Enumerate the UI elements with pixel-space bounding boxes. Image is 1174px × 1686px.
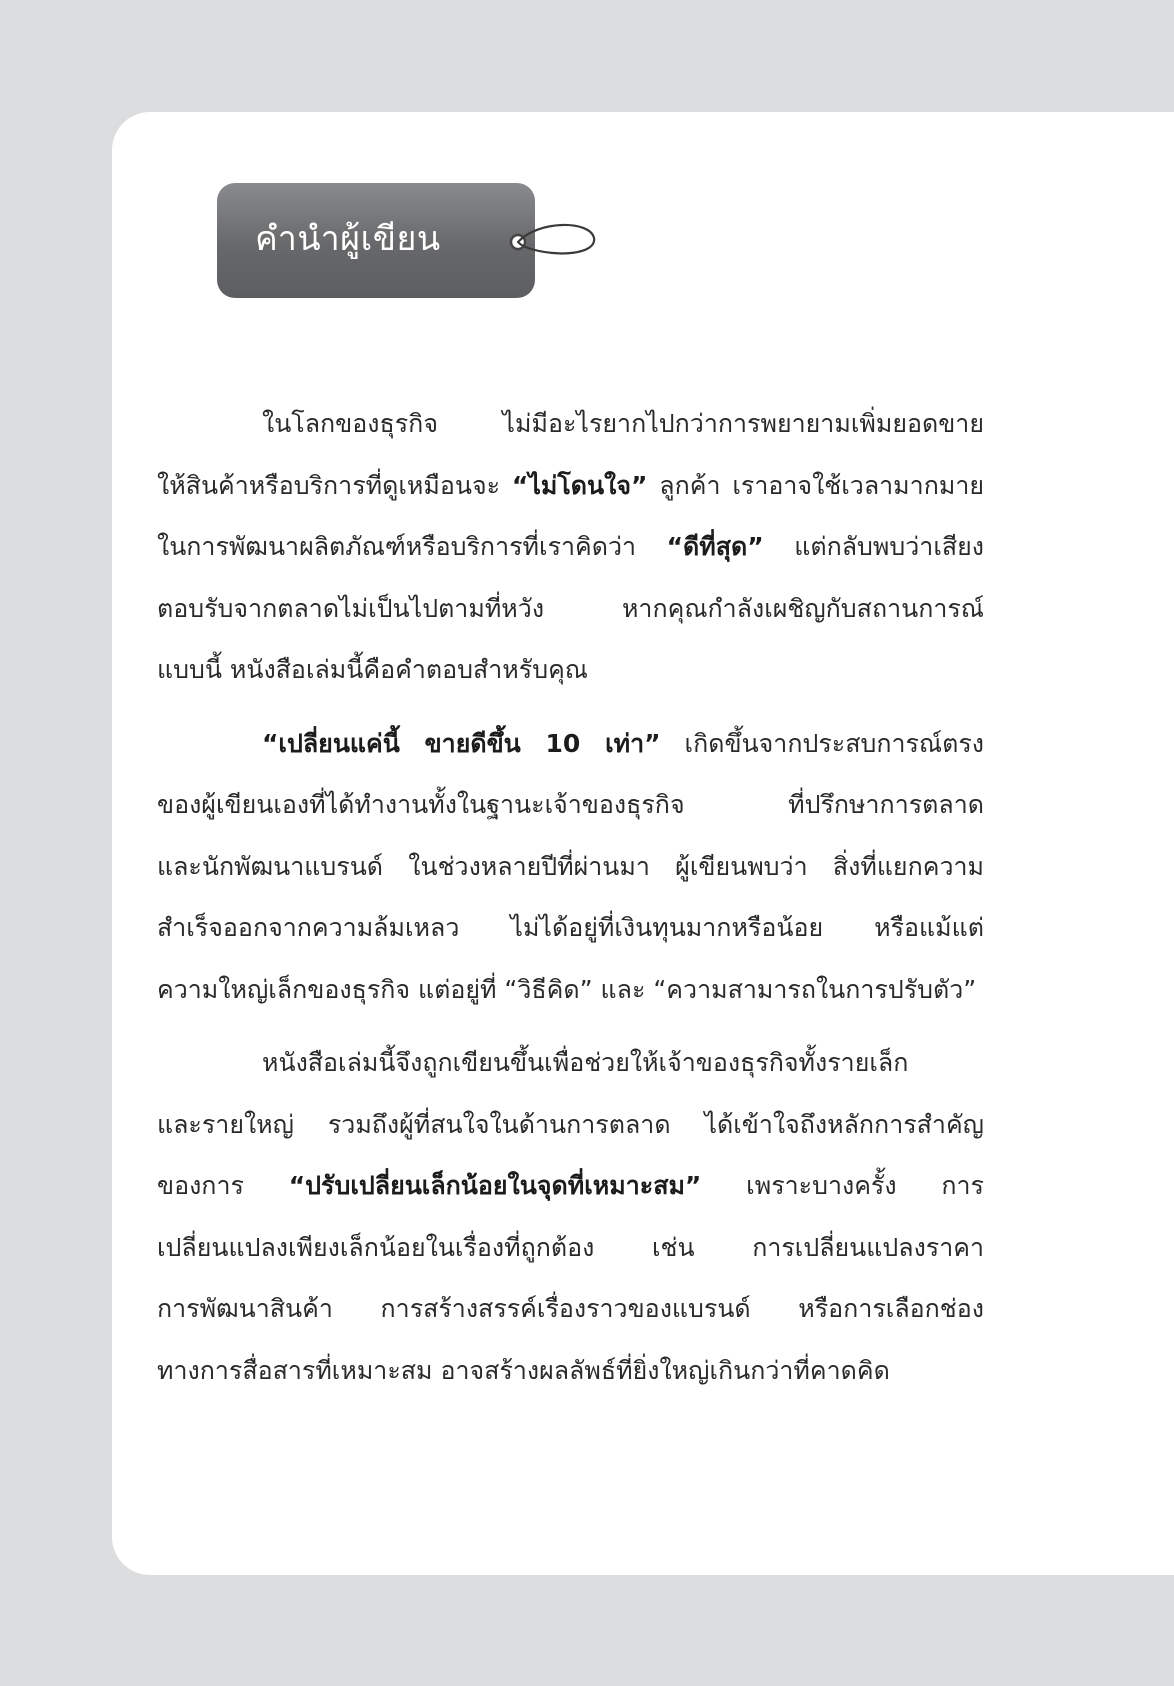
text-line — [157, 1278, 984, 1340]
emphasis-text: “ปรับเปลี่ยนเล็กน้อยในจุดที่เหมาะสม” — [288, 1171, 702, 1200]
text-run: ให้สินค้าหรือบริการที่ดูเหมือนจะ — [157, 470, 512, 500]
text-line — [157, 1155, 984, 1217]
text-run: และนักพัฒนาแบรนด์ ในช่วงหลายปีที่ผ่านมา ผู้เขียนพบว่า สิ่งที่แยกความ — [157, 851, 984, 881]
text-run: ทางการสื่อสารที่เหมาะสม อาจสร้างผลลัพธ์ที่ยิ่งใหญ่เกินกว่าที่คาดคิด — [157, 1355, 890, 1385]
text-run: ในโลกของธุรกิจ ไม่มีอะไรยากไปกว่าการพยายามเพิ่มยอดขาย — [262, 409, 984, 438]
text-run: ลูกค้า เราอาจใช้เวลามากมาย — [647, 470, 985, 500]
text-line — [157, 455, 984, 517]
text-line — [157, 774, 984, 836]
text-run: เพราะบางครั้ง การ — [701, 1171, 984, 1200]
tag-string-icon — [498, 218, 598, 264]
text-run: ตอบรับจากตลาดไม่เป็นไปตามที่หวัง หากคุณกำลังเผชิญกับสถานการณ์ — [157, 593, 984, 623]
text-line — [157, 639, 984, 701]
text-line — [157, 578, 984, 640]
paragraph — [157, 393, 984, 701]
text-run: เปลี่ยนแปลงเพียงเล็กน้อยในเรื่องที่ถูกต้อง เช่น การเปลี่ยนแปลงราคา — [157, 1232, 984, 1262]
text-line — [157, 516, 984, 578]
text-line — [157, 1340, 984, 1402]
text-run: เกิดขึ้นจากประสบการณ์ตรง — [660, 728, 984, 758]
paragraph — [157, 713, 984, 1021]
text-line — [157, 393, 984, 455]
text-line — [157, 836, 984, 898]
paragraph — [157, 1032, 984, 1401]
text-line — [157, 1032, 984, 1094]
text-run: และรายใหญ่ รวมถึงผู้ที่สนใจในด้านการตลาด ได้เข้าใจถึงหลักการสำคัญ — [157, 1109, 984, 1139]
text-run: หนังสือเล่มนี้จึงถูกเขียนขึ้นเพื่อช่วยให้เจ้าของธุรกิจทั้งรายเล็ก — [262, 1048, 909, 1077]
emphasis-text: “ไม่โดนใจ” — [511, 470, 648, 500]
text-run: แบบนี้ หนังสือเล่มนี้คือคำตอบสำหรับคุณ — [157, 655, 588, 684]
text-run: การพัฒนาสินค้า การสร้างสรรค์เรื่องราวของแบรนด์ หรือการเลือกช่อง — [157, 1294, 984, 1323]
text-run: แต่กลับพบว่าเสียง — [763, 532, 984, 561]
text-line — [157, 1094, 984, 1156]
text-line — [157, 713, 984, 775]
text-run: ความใหญ่เล็กของธุรกิจ แต่อยู่ที่ “วิธีคิด” และ “ความสามารถในการปรับตัว” — [157, 974, 977, 1004]
text-run: ในการพัฒนาผลิตภัณฑ์หรือบริการที่เราคิดว่า — [157, 532, 667, 561]
text-line — [157, 897, 984, 959]
text-run: ของผู้เขียนเองที่ได้ทำงานทั้งในฐานะเจ้าของธุรกิจ ที่ปรึกษาการตลาด — [157, 790, 984, 819]
preface-text — [157, 393, 984, 1401]
emphasis-text: “ดีที่สุด” — [666, 532, 764, 561]
page-title: คำนำผู้เขียน — [255, 218, 441, 259]
text-run: สำเร็จออกจากความล้มเหลว ไม่ได้อยู่ที่เงินทุนมากหรือน้อย หรือแม้แต่ — [157, 913, 984, 942]
text-line — [157, 959, 984, 1021]
text-run: ของการ — [157, 1171, 289, 1200]
title-tag — [217, 183, 535, 298]
text-line — [157, 1217, 984, 1279]
emphasis-text: “เปลี่ยนแค่นี้ ขายดีขึ้น 10 เท่า” — [262, 728, 661, 758]
